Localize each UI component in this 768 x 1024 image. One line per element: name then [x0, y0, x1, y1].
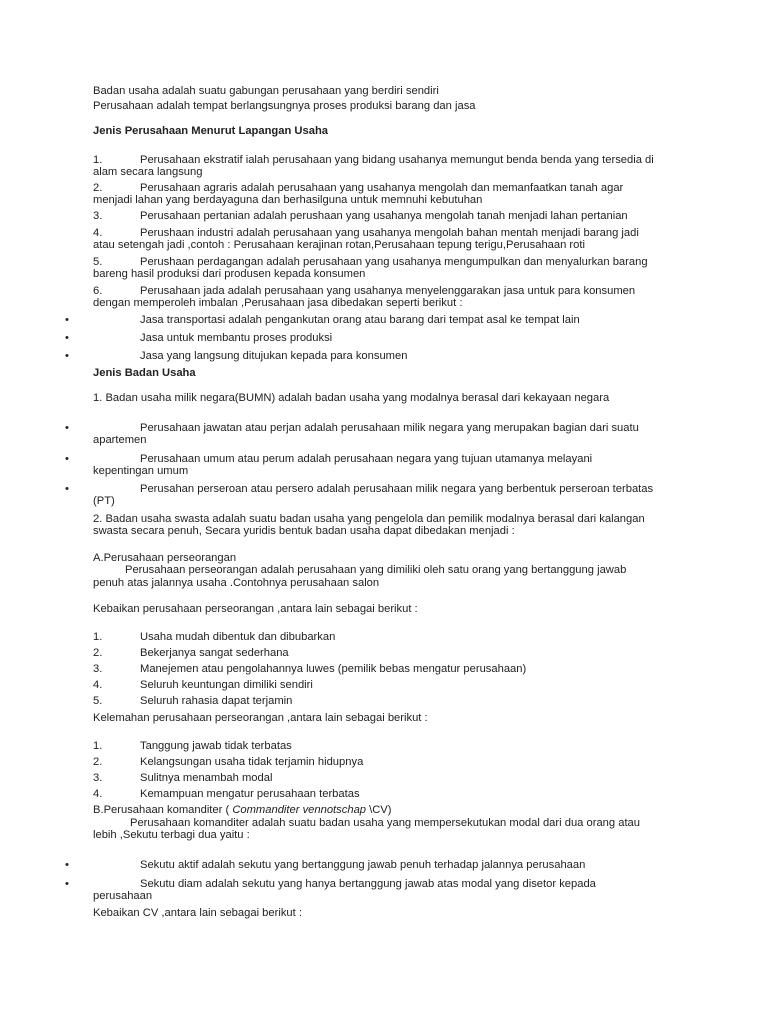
cv-title-prefix: B.Perusahaan komanditer ( — [93, 804, 233, 816]
item-number: 3. — [93, 210, 103, 222]
item-number: 5. — [93, 256, 103, 268]
item-text: Bekerjanya sangat sederhana — [140, 647, 289, 659]
item-text-continued: atau setengah jadi ,contoh : Perusahaan kerajinan rotan,Perusahaan tepung terigu,Perusahaan roti — [93, 239, 585, 251]
bullet-text-continued: (PT) — [93, 495, 115, 507]
bullet-icon: • — [65, 453, 69, 465]
bullet-icon: • — [65, 859, 69, 871]
item-number: 3. — [93, 663, 103, 675]
item-text: Sulitnya menambah modal — [140, 772, 273, 784]
item-text: Kemampuan mengatur perusahaan terbatas — [140, 788, 360, 800]
bullet-icon: • — [65, 483, 69, 495]
section-heading-jenis-perusahaan: Jenis Perusahaan Menurut Lapangan Usaha — [93, 125, 329, 137]
item-text: Seluruh rahasia dapat terjamin — [140, 695, 293, 707]
swasta-line-2: swasta secara penuh, Secara yuridis bentuk badan usaha dapat dibedakan menjadi : — [93, 525, 515, 537]
item-number: 3. — [93, 772, 103, 784]
item-text: Perushaan industri adalah perusahaan yang usahanya mengolah bahan mentah menjadi barang jadi — [140, 227, 639, 239]
bullet-icon: • — [65, 332, 69, 344]
bullet-icon: • — [65, 878, 69, 890]
cv-desc-2: lebih ,Sekutu terbagi dua yaitu : — [93, 829, 250, 841]
cv-title-suffix: \CV) — [366, 804, 392, 816]
kebaikan-cv-title: Kebaikan CV ,antara lain sebagai berikut : — [93, 907, 302, 919]
cv-desc-1: Perusahaan komanditer adalah suatu badan usaha yang mempersekutukan modal dari dua orang atau — [130, 817, 640, 829]
bullet-text: Perusahaan jawatan atau perjan adalah perusahaan milik negara yang merupakan bagian dari suatu — [140, 422, 639, 434]
item-text: Perushaan perdagangan adalah perusahaan yang usahanya mengumpulkan dan menyalurkan barang — [140, 256, 648, 268]
section-heading-jenis-badan-usaha: Jenis Badan Usaha — [93, 367, 196, 379]
bullet-icon: • — [65, 350, 69, 362]
bullet-text: Perusahaan umum atau perum adalah perusahaan negara yang tujuan utamanya melayani — [140, 453, 593, 465]
bumn-paragraph: 1. Badan usaha milik negara(BUMN) adalah badan usaha yang modalnya berasal dari kekayaan negara — [93, 392, 610, 404]
intro-line-2: Perusahaan adalah tempat berlangsungnya proses produksi barang dan jasa — [93, 100, 476, 112]
bullet-text: Jasa transportasi adalah pengankutan orang atau barang dari tempat asal ke tempat lain — [140, 314, 580, 326]
bullet-icon: • — [65, 314, 69, 326]
bullet-text: Jasa yang langsung ditujukan kepada para konsumen — [140, 350, 408, 362]
bullet-text-continued: perusahaan — [93, 890, 153, 902]
item-number: 1. — [93, 154, 103, 166]
item-text: Tanggung jawab tidak terbatas — [140, 740, 292, 752]
item-text-continued: bareng hasil produksi dari produsen kepada konsumen — [93, 268, 366, 280]
item-text-continued: menjadi lahan yang berdayaguna dan berhasilguna untuk memnuhi kebutuhan — [93, 194, 483, 206]
item-number: 2. — [93, 647, 103, 659]
swasta-line-1: 2. Badan usaha swasta adalah suatu badan usaha yang pengelola dan pemilik modalnya berasal dari kalangan — [93, 513, 645, 525]
item-number: 5. — [93, 695, 103, 707]
item-text: Perusahaan jada adalah perusahaan yang usahanya menyelenggarakan jasa untuk para konsumen — [140, 285, 636, 297]
item-number: 2. — [93, 182, 103, 194]
item-text: Kelangsungan usaha tidak terjamin hidupnya — [140, 756, 364, 768]
item-number: 6. — [93, 285, 103, 297]
item-text: Seluruh keuntungan dimiliki sendiri — [140, 679, 313, 691]
item-number: 1. — [93, 631, 103, 643]
cv-title — [93, 804, 392, 817]
item-text: Manejemen atau pengolahannya luwes (pemilik bebas mengatur perusahaan) — [140, 663, 527, 675]
item-number: 2. — [93, 756, 103, 768]
perseorangan-desc-2: penuh atas jalannya usaha .Contohnya perusahaan salon — [93, 577, 380, 589]
kebaikan-title: Kebaikan perusahaan perseorangan ,antara lain sebagai berikut : — [93, 603, 418, 615]
kelemahan-title: Kelemahan perusahaan perseorangan ,antara lain sebagai berikut : — [93, 712, 428, 724]
bullet-text-continued: apartemen — [93, 434, 147, 446]
bullet-icon: • — [65, 422, 69, 434]
bullet-text: Sekutu aktif adalah sekutu yang bertanggung jawab penuh terhadap jalannya perusahaan — [140, 859, 586, 871]
item-text: Perusahaan pertanian adalah perushaan yang usahanya mengolah tanah menjadi lahan pertanian — [140, 210, 628, 222]
item-text-continued: dengan memperoleh imbalan ,Perusahaan jasa dibedakan seperti berikut : — [93, 297, 463, 309]
item-text: Usaha mudah dibentuk dan dibubarkan — [140, 631, 336, 643]
perseorangan-title: A.Perusahaan perseorangan — [93, 552, 237, 564]
item-number: 4. — [93, 227, 103, 239]
bullet-text: Jasa untuk membantu proses produksi — [140, 332, 333, 344]
item-text: Perusahaan ekstratif ialah perusahaan yang bidang usahanya memungut benda benda yang tersedia di — [140, 154, 654, 166]
intro-line-1: Badan usaha adalah suatu gabungan perusahaan yang berdiri sendiri — [93, 85, 439, 97]
item-text: Perusahaan agraris adalah perusahaan yang usahanya mengolah dan memanfaatkan tanah agar — [140, 182, 624, 194]
bullet-text: Perusahan perseroan atau persero adalah perusahaan milik negara yang berbentuk perseroan terbatas — [140, 483, 654, 495]
item-number: 4. — [93, 679, 103, 691]
item-text-continued: alam secara langsung — [93, 166, 203, 178]
item-number: 4. — [93, 788, 103, 800]
bullet-text: Sekutu diam adalah sekutu yang hanya bertanggung jawab atas modal yang disetor kepada — [140, 878, 596, 890]
item-number: 1. — [93, 740, 103, 752]
perseorangan-desc-1: Perusahaan perseorangan adalah perusahaan yang dimiliki oleh satu orang yang bertanggung jawab — [125, 564, 627, 576]
cv-title-italic: Commanditer vennotschap — [232, 804, 367, 816]
bullet-text-continued: kepentingan umum — [93, 465, 189, 477]
